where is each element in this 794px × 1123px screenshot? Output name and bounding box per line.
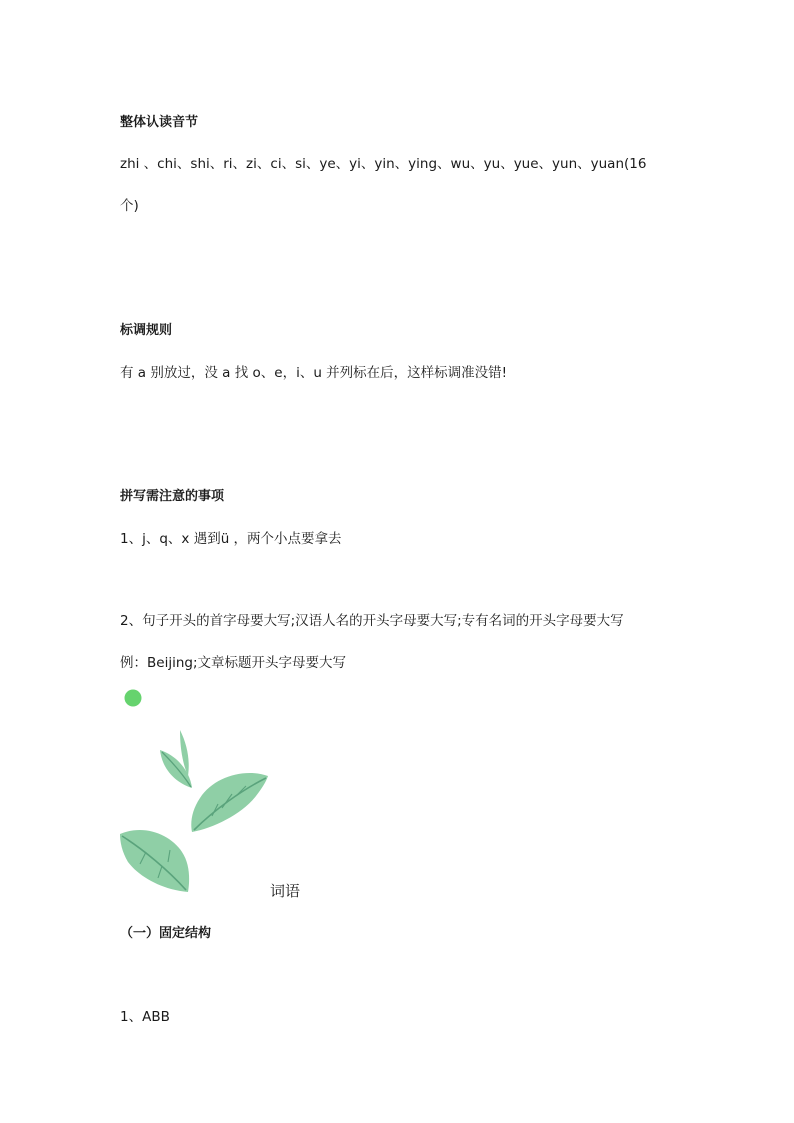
structure-item-abb: 1、ABB xyxy=(120,1009,170,1025)
heading-spelling-notes: 拼写需注意的事项 xyxy=(120,489,225,504)
spelling-item-2-line-1: 2、句子开头的首字母要大写;汉语人名的开头字母要大写;专有名词的开头字母要大写 xyxy=(120,613,624,629)
syllables-line-2: 个) xyxy=(120,198,139,214)
leaves-icon xyxy=(118,686,278,901)
words-label: 词语 xyxy=(270,882,301,900)
green-dot-icon xyxy=(125,690,142,707)
spelling-item-1: 1、j、q、x 遇到ü ，两个小点要拿去 xyxy=(120,531,342,547)
tone-rules-line: 有 a 别放过，没 a 找 o、e，i、u 并列标在后，这样标调准没错! xyxy=(120,365,508,381)
leaf-large-icon xyxy=(191,773,268,832)
syllables-line-1: zhi 、chi、shi、ri、zi、ci、si、ye、yi、yin、ying、wu、yu、yue、yun、yuan(16 xyxy=(120,156,647,172)
spelling-item-2-line-2: 例：Beijing;文章标题开头字母要大写 xyxy=(120,655,346,671)
heading-syllables: 整体认读音节 xyxy=(120,115,199,130)
heading-tone-rules: 标调规则 xyxy=(120,323,173,338)
heading-fixed-structure: （一）固定结构 xyxy=(120,926,212,941)
